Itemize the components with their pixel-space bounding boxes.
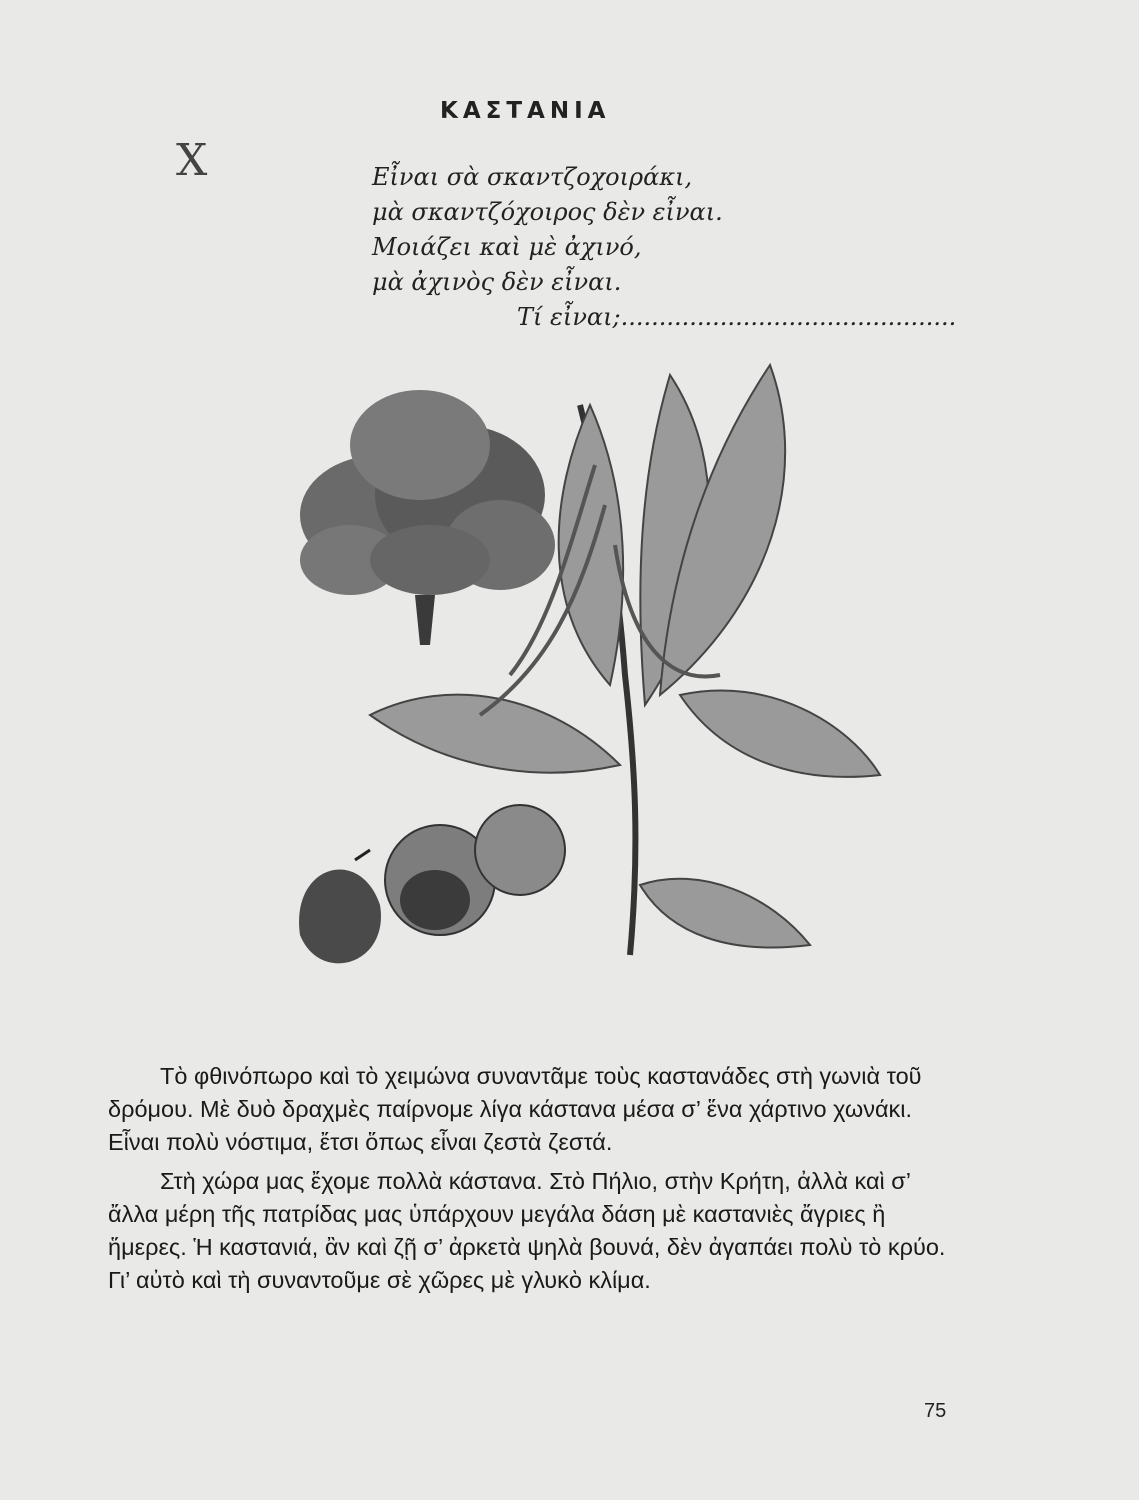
margin-check-mark: X xyxy=(176,135,208,186)
article-body xyxy=(108,1060,958,1303)
riddle-line: Εἶναι σὰ σκαντζοχοιράκι, xyxy=(372,163,693,191)
chestnut-nut-drawing xyxy=(299,850,381,963)
paragraph: Τὸ φθινόπωρο καὶ τὸ χειμώνα συναντᾶμε τοὺς καστανάδες στὴ γωνιὰ τοῦ δρόμου. Μὲ δυὸ δραχμὲς παίρνομε λίγα κάστανα μέσα σ’ ἕνα χάρτινο χωνάκι. Εἶναι πολὺ νόστιμα, ἔτσι ὅπως εἶναι ζεστὰ ζεστά. xyxy=(108,1063,922,1155)
riddle-line: μὰ σκαντζόχοιρος δὲν εἶναι. xyxy=(372,198,723,226)
riddle-question-line: Τί εἶναι;............................................ xyxy=(517,303,957,331)
spiny-bur-drawing xyxy=(385,805,565,935)
paragraph: Στὴ χώρα μας ἔχομε πολλὰ κάστανα. Στὸ Πήλιο, στὴν Κρήτη, ἀλλὰ καὶ σ’ ἄλλα μέρη τῆς πατρίδας μας ὑπάρχουν μεγάλα δάση μὲ καστανιὲς ἄγριες ἢ ἥμερες. Ἡ καστανιά, ἂν καὶ ζῇ σ’ ἀρκετὰ ψηλὰ βουνά, δὲν ἀγαπάει πολὺ τὸ κρύο. Γι’ αὐτὸ καὶ τὴ συναντοῦμε σὲ χῶρες μὲ γλυκὸ κλίμα. xyxy=(108,1168,946,1293)
page-title: ΚΑΣΤΑΝΙΑ xyxy=(440,98,611,124)
chestnut-illustration xyxy=(250,345,900,1045)
riddle-poem xyxy=(372,160,972,335)
riddle-line: Μοιάζει καὶ μὲ ἀχινό, xyxy=(372,233,642,261)
riddle-line: μὰ ἀχινὸς δὲν εἶναι. xyxy=(372,268,622,296)
page-number: 75 xyxy=(924,1400,947,1422)
chestnut-tree-drawing xyxy=(300,390,555,645)
